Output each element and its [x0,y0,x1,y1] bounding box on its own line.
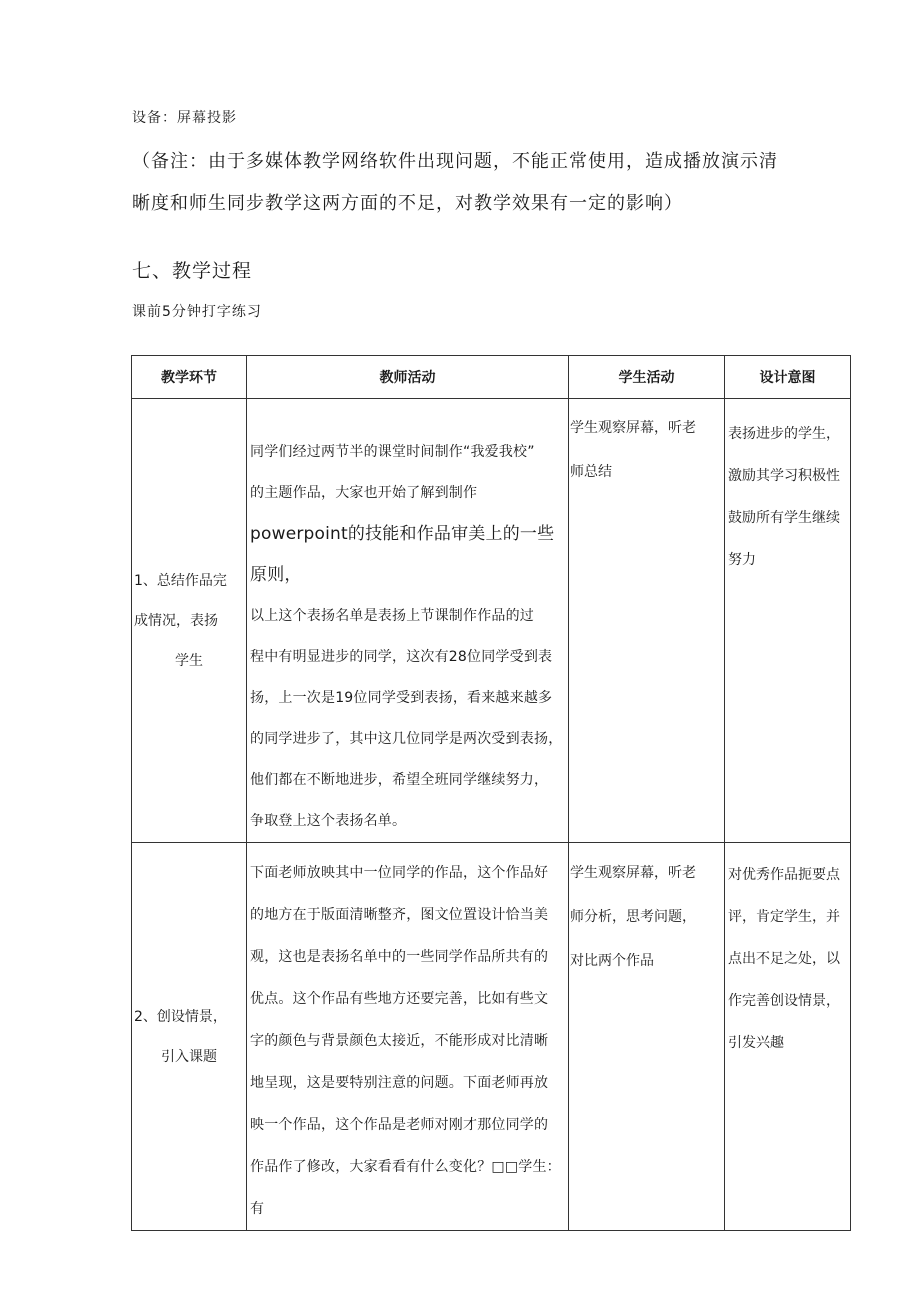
header-design-intent: 设计意图 [725,356,851,399]
note-line-2: 晰度和师生同步教学这两方面的不足，对教学效果有一定的影响） [132,193,683,214]
section-title: 七、教学过程 [132,260,253,282]
teacher-activity-cell [247,843,569,1231]
equipment-line: 设备：屏幕投影 [132,110,237,126]
intent-line: 鼓励所有学生继续 [728,510,840,526]
teacher-line: powerpoint的技能和作品审美上的一些原则， [250,524,555,585]
header-stage: 教学环节 [132,356,247,399]
teacher-line: 字的颜色与背景颜色太接近，不能形成对比清晰 [250,1033,549,1049]
student-line: 对比两个作品 [570,953,654,969]
teacher-line: 下面老师放映其中一位同学的作品，这个作品好 [250,865,549,881]
teacher-line: 程中有明显进步的同学，这次有28位同学受到表 [250,649,553,665]
teacher-line: 映一个作品，这个作品是老师对刚才那位同学的 [250,1117,549,1133]
teacher-line: 地呈现，这是要特别注意的问题。下面老师再放 [250,1075,549,1091]
intent-line: 对优秀作品扼要点 [728,867,840,883]
student-line: 师总结 [570,464,612,480]
stage-line: 引入课题 [161,1048,217,1065]
intent-line: 激励其学习积极性 [728,468,840,484]
teacher-line: 扬，上一次是19位同学受到表扬，看来越来越多 [250,690,553,706]
student-activity-cell [569,843,725,1231]
table-row [132,399,851,843]
teacher-line: 有 [250,1201,265,1217]
stage-line: 学生 [175,652,203,669]
intent-line: 努力 [728,552,756,568]
header-teacher-activity: 教师活动 [247,356,569,399]
stage-line: 成情况，表扬 [134,612,218,629]
student-activity-cell [569,399,725,843]
design-intent-cell [725,843,851,1231]
teacher-line: 的地方在于版面清晰整齐，图文位置设计恰当美 [250,907,549,923]
teacher-line: 的同学进步了，其中这几位同学是两次受到表扬， [250,731,563,747]
student-line: 学生观察屏幕，听老 [570,865,696,881]
intent-line: 引发兴趣 [728,1035,784,1051]
teacher-line: 观，这也是表扬名单中的一些同学作品所共有的 [250,949,549,965]
table-header-row [132,356,851,399]
teacher-line: 的主题作品，大家也开始了解到制作 [250,485,478,501]
note-line-1: （备注：由于多媒体教学网络软件出现问题，不能正常使用，造成播放演示清 [132,151,778,172]
subtitle: 课前5分钟打字练习 [132,304,262,320]
stage-cell [132,843,247,1231]
teacher-activity-cell [247,399,569,843]
table-row [132,843,851,1231]
teaching-process-table [131,355,851,1231]
intent-line: 表扬进步的学生， [728,426,840,442]
stage-cell [132,399,247,843]
stage-line: 1、总结作品完 [134,572,227,589]
intent-line: 作完善创设情景， [728,993,840,1009]
stage-line: 2、创设情景， [134,1008,227,1025]
teacher-line: 争取登上这个表扬名单。 [250,813,407,829]
student-line: 师分析，思考问题， [570,909,696,925]
teacher-line: 他们都在不断地进步，希望全班同学继续努力， [250,772,549,788]
intent-line: 点出不足之处，以 [728,951,840,967]
student-line: 学生观察屏幕，听老 [570,420,696,436]
teacher-line: 同学们经过两节半的课堂时间制作“我爱我校” [250,444,535,460]
teacher-line: 优点。这个作品有些地方还要完善，比如有些文 [250,991,549,1007]
design-intent-cell [725,399,851,843]
teacher-line: 作品作了修改，大家看看有什么变化？□□学生： [250,1159,561,1175]
teacher-line: 以上这个表扬名单是表扬上节课制作作品的过 [250,608,534,624]
header-student-activity: 学生活动 [569,356,725,399]
intent-line: 评，肯定学生，并 [728,909,840,925]
